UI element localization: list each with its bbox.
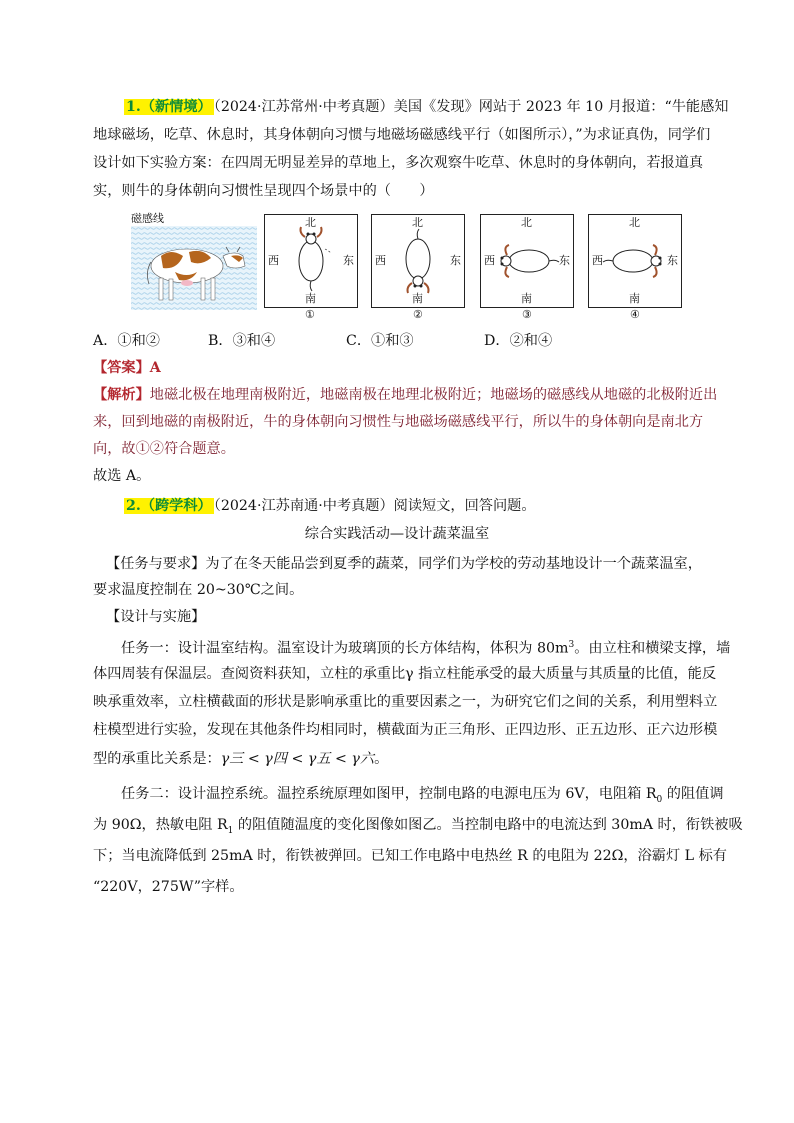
task2-line-b [93, 815, 743, 841]
task-text2: 要求温度控制在 20~30℃之间。 [93, 582, 304, 598]
task1-line-a [121, 635, 730, 659]
scene-2-caption: ② [413, 308, 423, 321]
task2-line-a [121, 784, 724, 810]
east-label: 东 [343, 254, 354, 267]
q2-stem-line1: （2024·江苏南通·中考真题）阅读短文，回答问题。 [213, 498, 536, 514]
north-label: 北 [305, 216, 316, 229]
scene-3-box [480, 214, 574, 308]
west-label: 西 [484, 254, 495, 267]
task1-text-a: 任务一：设计温室结构。温室设计为玻璃顶的长方体结构，体积为 80m [121, 640, 569, 657]
q1-stem-line1: （2024·江苏常州·中考真题）美国《发现》网站于 2023 年 10 月报道：“牛能感知 [213, 99, 729, 115]
q1-number-tag: 1.（新情境） [126, 99, 212, 115]
option-b: B．③和④ [208, 333, 276, 349]
r1-subscript: 1 [227, 825, 234, 836]
east-label: 东 [667, 254, 678, 267]
west-label: 西 [375, 254, 386, 267]
north-label: 北 [521, 216, 532, 229]
r0-subscript: 0 [656, 794, 663, 805]
task1-line-c: 映承重效率，立柱横截面的形状是影响承重比的重要因素之一，为研究它们之间的关系，利用塑料立 [93, 694, 718, 710]
east-label: 东 [450, 254, 461, 267]
cow-topview-vertical-head-south [372, 215, 464, 307]
volume-exponent: 3 [568, 640, 575, 650]
q1-stem-line2: 地球磁场，吃草、休息时，其身体朝向习惯与地磁场磁感线平行（如图所示），”为求证真伪，同学们 [93, 127, 711, 143]
task2-text-b: 为 90Ω，热敏电阻 R [93, 817, 228, 833]
option-a: A．①和② [93, 333, 160, 349]
scene-1-caption: ① [305, 308, 315, 321]
south-label: 南 [305, 292, 316, 305]
west-label: 西 [592, 254, 603, 267]
task1-line-d: 柱模型进行实验，发现在其他条件均相同时，横截面为正三角形、正四边形、正五边形、正六边形模 [93, 722, 718, 738]
cow-topview-horizontal-head-east [589, 215, 681, 307]
cow-topview-horizontal-head-west [481, 215, 573, 307]
north-label: 北 [629, 216, 640, 229]
analysis-tag: 【解析】 [93, 387, 150, 403]
task2-text-a: 任务二：设计温控系统。温控系统原理如图甲，控制电路的电源电压为 6V，电阻箱 R [121, 786, 657, 802]
answer-line [93, 358, 161, 378]
choose-line: 故选 A。 [93, 468, 151, 484]
q1-stem-line3: 设计如下实验方案：在四周无明显差异的草地上，多次观察牛吃草、休息时的身体朝向，若报道真 [93, 155, 704, 171]
north-label: 北 [412, 216, 423, 229]
q1-stem-line4: 实，则牛的身体朝向习惯性呈现四个场景中的（ ） [93, 183, 434, 199]
passage-title: 综合实践活动—设计蔬菜温室 [304, 526, 490, 542]
task2-text-a-end: 的阻值调 [662, 786, 724, 802]
task1-text-e: 型的承重比关系是： [93, 751, 221, 767]
scene-4-box [588, 214, 682, 308]
south-label: 南 [629, 292, 640, 305]
scene-4-caption: ④ [630, 308, 640, 321]
cow-figure-label: 磁感线 [131, 212, 164, 225]
analysis-text1: 地磁北极在地理南极附近，地磁南极在地理北极附近；地磁场的磁感线从地磁的北极附近出 [149, 387, 718, 403]
task-tag: 【任务与要求】 [106, 556, 206, 572]
task-line1 [106, 554, 702, 574]
task1-line-b: 体四周装有保温层。查阅资料获知，立柱的承重比γ 指立柱能承受的最大质量与其质量的比值，能反 [93, 666, 717, 682]
scene-1-box [264, 214, 358, 308]
q2-number-tag: 2.（跨学科） [126, 498, 212, 514]
task1-line-e [93, 749, 388, 769]
q2-first-line [124, 496, 536, 516]
task1-text-e-end: 。 [374, 751, 389, 767]
task-text1: 为了在冬天能品尝到夏季的蔬菜，同学们为学校的劳动基地设计一个蔬菜温室， [205, 556, 702, 572]
scene-2-box [371, 214, 465, 308]
cow-topview-vertical-head-north [265, 215, 357, 307]
task2-line-c: 下；当电流降低到 25mA 时，衔铁被弹回。已知工作电路中电热丝 R 的电阻为 22Ω，浴霸灯 L 标有 [93, 848, 727, 864]
analysis-text2: 来，回到地磁的南极附近，牛的身体朝向习惯性与地磁场磁感线平行，所以牛的身体朝向是南北方 [93, 414, 704, 430]
analysis-text3: 向，故①②符合题意。 [93, 441, 235, 457]
design-tag: 【设计与实施】 [106, 609, 206, 625]
south-label: 南 [521, 292, 532, 305]
south-label: 南 [412, 292, 423, 305]
answer-tag: 【答案】 [93, 360, 150, 376]
west-label: 西 [268, 254, 279, 267]
answer-value: A [149, 360, 161, 376]
task2-line-d: “220V，275W”字样。 [93, 879, 244, 895]
cow-figure [131, 212, 257, 312]
task2-text-b-end: 的阻值随温度的变化图像如图乙。当控制电路中的电流达到 30mA 时，衔铁被吸 [233, 817, 743, 833]
option-c: C．①和③ [346, 333, 414, 349]
scene-3-caption: ③ [522, 308, 532, 321]
option-d: D．②和④ [484, 333, 553, 349]
load-ratio-formula: γ三 < γ四 < γ五 < γ六 [220, 751, 375, 767]
analysis-line1 [93, 385, 717, 405]
task1-text-a-end: 。由立柱和横梁支撑，墙 [574, 640, 731, 657]
q1-first-line [124, 97, 728, 117]
cow-image [131, 226, 257, 326]
east-label: 东 [559, 254, 570, 267]
